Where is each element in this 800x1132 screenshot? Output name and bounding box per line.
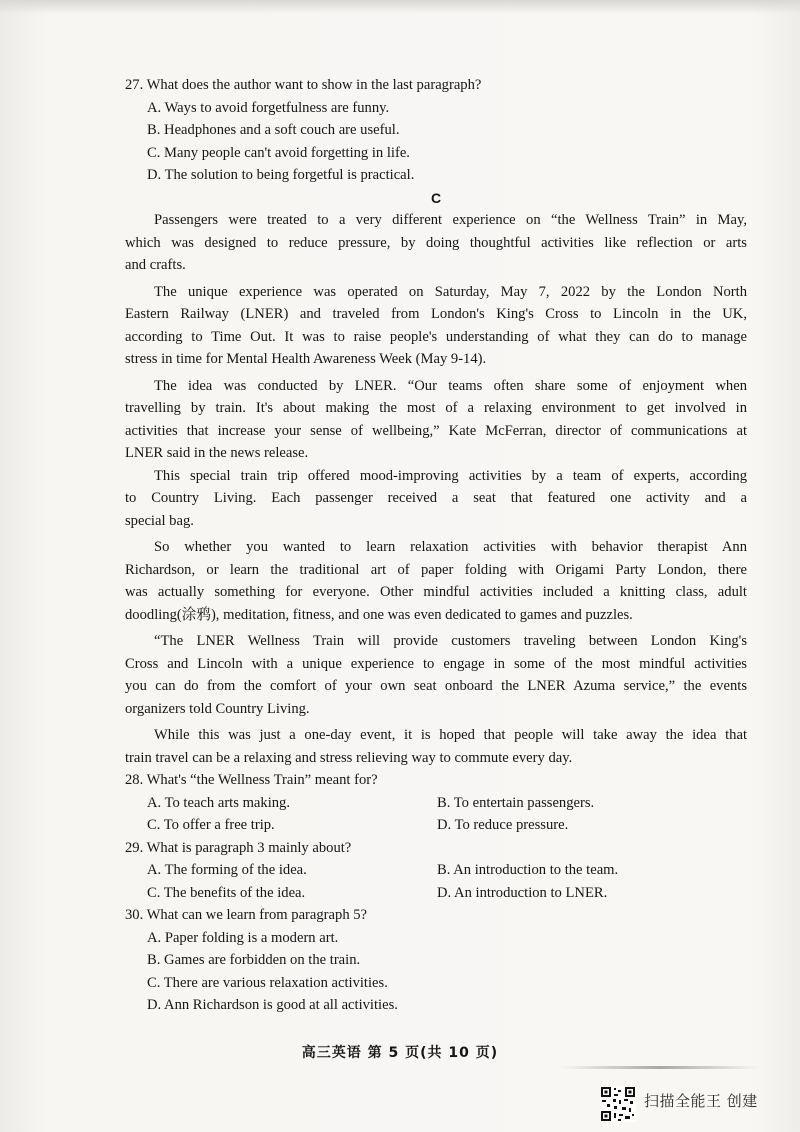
scan-smudge bbox=[560, 1066, 760, 1069]
q29-option-c: C. The benefits of the idea. bbox=[147, 884, 306, 901]
scanner-watermark: 扫描全能王 创建 bbox=[644, 1092, 758, 1110]
question-30-stem: 30. What can we learn from paragraph 5? bbox=[125, 907, 368, 923]
passage-line: and crafts. bbox=[125, 257, 186, 273]
q27-option-a: A. Ways to avoid forgetfulness are funny. bbox=[147, 99, 390, 116]
page-content bbox=[125, 74, 747, 1017]
passage-heading: C bbox=[430, 189, 442, 206]
q29-option-b: B. An introduction to the team. bbox=[437, 862, 619, 878]
q29-option-a: A. The forming of the idea. bbox=[147, 862, 307, 878]
q29-option-row bbox=[125, 859, 747, 882]
page-footer: 高三英语 第 5 页(共 10 页) bbox=[301, 1045, 499, 1061]
passage-line: train travel can be a relaxing and stress relieving way to commute every day. bbox=[125, 749, 573, 766]
passage-line: LNER said in the news release. bbox=[125, 445, 309, 461]
passage-line: doodling(涂鸦), meditation, fitness, and one was even dedicated to games and puzzles. bbox=[125, 606, 633, 623]
q27-option-c: C. Many people can't avoid forgetting in life. bbox=[147, 144, 410, 161]
q28-option-d: D. To reduce pressure. bbox=[437, 817, 569, 833]
q30-option-b: B. Games are forbidden on the train. bbox=[147, 952, 361, 968]
scan-edge-shadow bbox=[0, 0, 800, 14]
q30-option-d: D. Ann Richardson is good at all activities. bbox=[147, 997, 398, 1013]
question-29-stem: 29. What is paragraph 3 mainly about? bbox=[125, 839, 352, 856]
passage-line: “The LNER Wellness Train will provide customers traveling between London King's bbox=[154, 633, 747, 649]
passage-line: Richardson, or learn the traditional art of paper folding with Origami Party London, there bbox=[125, 561, 747, 578]
q28-option-row bbox=[125, 792, 747, 815]
passage-line: special bag. bbox=[125, 512, 194, 529]
passage-line: organizers told Country Living. bbox=[125, 700, 310, 717]
question-27-stem: 27. What does the author want to show in the last paragraph? bbox=[125, 77, 482, 93]
passage-line: to Country Living. Each passenger received a seat that featured one activity and a bbox=[125, 490, 747, 506]
passage-line: Eastern Railway (LNER) and traveled from London's King's Cross to Lincoln in the UK, bbox=[125, 306, 747, 322]
passage-line: travelling by train. It's about making the most of a relaxing environment to get involved in bbox=[125, 400, 747, 416]
q29-option-d: D. An introduction to LNER. bbox=[437, 884, 608, 901]
question-28-stem: 28. What's “the Wellness Train” meant for? bbox=[125, 772, 378, 788]
q29-option-row bbox=[125, 882, 747, 905]
q28-option-a: A. To teach arts making. bbox=[147, 794, 290, 811]
passage-line: The idea was conducted by LNER. “Our teams often share some of enjoyment when bbox=[154, 377, 747, 394]
q27-option-b: B. Headphones and a soft couch are useful. bbox=[147, 122, 400, 138]
passage-line: While this was just a one-day event, it is hoped that people will take away the idea that bbox=[154, 727, 747, 743]
passage-line: was actually something for everyone. Other mindful activities included a knitting class, adult bbox=[125, 584, 747, 600]
q30-option-a: A. Paper folding is a modern art. bbox=[147, 929, 339, 946]
q28-option-b: B. To entertain passengers. bbox=[437, 794, 595, 811]
q30-option-c: C. There are various relaxation activities. bbox=[147, 974, 388, 991]
passage-line: according to Time Out. It was to raise people's understanding of what they can do to manage bbox=[125, 328, 747, 345]
q27-option-d: D. The solution to being forgetful is practical. bbox=[147, 167, 415, 183]
passage-line: Cross and Lincoln with a unique experience to engage in some of the most mindful activities bbox=[125, 655, 747, 672]
q28-option-c: C. To offer a free trip. bbox=[147, 817, 275, 833]
passage-line: The unique experience was operated on Saturday, May 7, 2022 by the London North bbox=[154, 283, 747, 300]
passage-line: you can do from the comfort of your own seat onboard the LNER Azuma service,” the events bbox=[125, 678, 747, 694]
q28-option-row bbox=[125, 814, 747, 837]
passage-line: stress in time for Mental Health Awareness Week (May 9-14). bbox=[125, 351, 487, 367]
passage-line: So whether you wanted to learn relaxation activities with behavior therapist Ann bbox=[154, 539, 747, 555]
qr-code-icon bbox=[600, 1086, 636, 1122]
passage-line: which was designed to reduce pressure, by doing thoughtful activities like reflection or arts bbox=[125, 234, 747, 251]
passage-line: This special train trip offered mood-improving activities by a team of experts, according bbox=[154, 467, 747, 484]
passage-line: Passengers were treated to a very different experience on “the Wellness Train” in May, bbox=[154, 212, 747, 228]
passage-line: activities that increase your sense of wellbeing,” Kate McFerran, director of communications at bbox=[125, 422, 747, 439]
